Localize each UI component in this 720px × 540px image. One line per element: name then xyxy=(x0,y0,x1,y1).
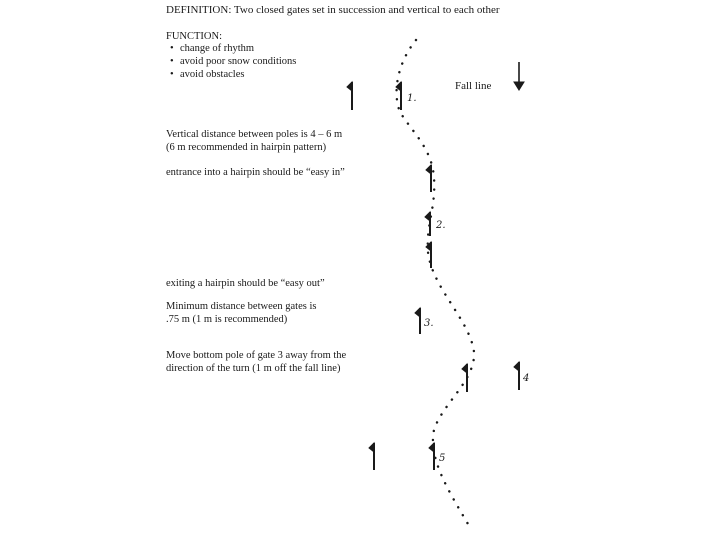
min-distance-note: Minimum distance between gates is xyxy=(166,301,317,312)
ski-path xyxy=(397,40,475,524)
gate-label-5: 5 xyxy=(439,453,446,464)
fall-line-label: Fall line xyxy=(455,80,492,92)
gate-label-2: 2. xyxy=(436,220,446,231)
vertical-distance-note: Vertical distance between poles is 4 – 6 m xyxy=(166,129,343,140)
definition-text: DEFINITION: Two closed gates set in succession and vertical to each other xyxy=(166,4,500,16)
down-arrow-icon xyxy=(514,62,524,90)
move-pole-note: Move bottom pole of gate 3 away from the xyxy=(166,350,347,361)
exit-note: exiting a hairpin should be “easy out” xyxy=(166,278,325,289)
entrance-note: entrance into a hairpin should be “easy in” xyxy=(166,167,345,178)
function-item: • avoid poor snow conditions xyxy=(166,55,296,68)
gate-label-3: 3. xyxy=(424,318,434,329)
function-item: • avoid obstacles xyxy=(166,68,296,81)
gate-label-1: 1. xyxy=(407,93,417,104)
gate-label-4: 4 xyxy=(523,373,530,384)
function-heading: FUNCTION: xyxy=(166,31,223,42)
vertical-distance-note-detail: (6 m recommended in hairpin pattern) xyxy=(166,142,327,153)
gate-flag xyxy=(347,82,519,470)
min-distance-note-detail: .75 m (1 m is recommended) xyxy=(166,314,288,325)
function-item: • change of rhythm xyxy=(166,42,296,55)
move-pole-note-detail: direction of the turn (1 m off the fall line) xyxy=(166,363,341,374)
